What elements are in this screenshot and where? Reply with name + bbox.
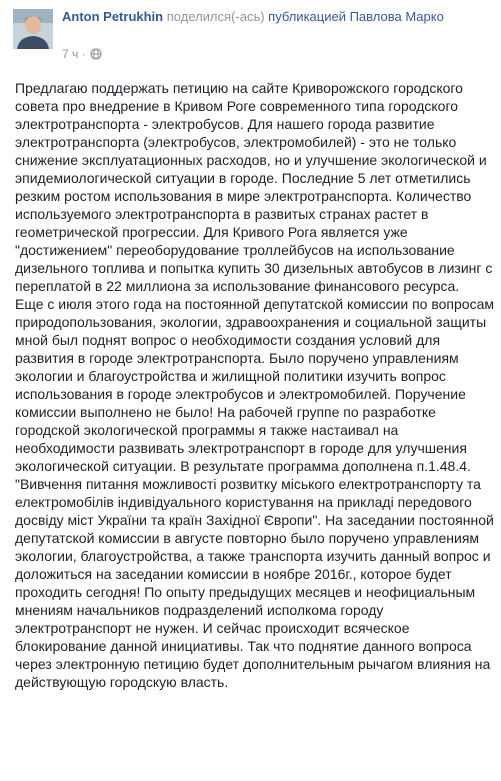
author-avatar[interactable] [13,9,53,49]
post-paragraph: Предлагаю поддержать петицию на сайте Криворожского городского совета про внедрение в Кривом Роге современного типа городского электротранспорта - электробусов. Для нашего города развитие электротранспорта (электробусов, электромобилей) - это не только снижение эксплуатационных расходов, но и улучшение экологической и эпидемиологической ситуации в городе. Последние 5 лет отметились резким ростом использования в мире электротранспорта. Количество используемого электротранспорта в развитых странах растет в геометрической прогрессии. Для Кривого Рога является уже "достижением" переоборудование троллейбусов на использование дизельного топлива и попытка купить 30 дизельных автобусов в лизинг с переплатой в 22 миллиона за использование финансового ресурса. [15,80,493,294]
post-header [62,8,489,26]
post-meta [62,46,102,62]
globe-icon[interactable] [90,48,102,60]
shared-post-link[interactable]: публикацией Павлова Марко [268,9,444,24]
post-paragraph: Еще с июля этого года на постоянной депутатской комиссии по вопросам природопользования, экологии, здравоохранения и социальной защиты мной был поднят вопрос о необходимости создания условий для развития в городе электротранспорта. Было поручено управлениям экологии и благоустройства и жилищной политики изучить вопрос использования в городе электробусов и электромобилей. Поручение комиссии выполнено не было! На рабочей группе по разработке городской экологической программы я также настаивал на необходимости развивать электротранспорт в городе для улучшения экологической ситуации. В результате программа дополнена п.1.48.4. "Вивчення питання можливості розвитку міського електротранспорту та електромобілів індивідуального користування на прикладі передового досвіду міст України та країн Західної Європи". На заседании постоянной депутатской комиссии в августе повторно было поручено управлениям экологии, благоустройства, а также транспорта изучить данный вопрос и доложиться на заседании комиссии в ноябре 2016г., которое будет проходить сегодня! По опыту предыдущих месяцев и неофициальным мнениям начальников подразделений исполкома городу электротранспорт не нужен. И сейчас происходит всяческое блокирование данной инициативы. Так что поднятие данного вопроса через электронную петицию будет дополнительным рычагом влияния на действующую городскую власть. [15,296,494,690]
author-name-link[interactable]: Anton Petrukhin [62,9,164,24]
post-body [15,79,496,691]
share-action-text: поделился(-ась) [163,9,269,24]
post-timestamp[interactable]: 7 ч · [62,47,86,61]
